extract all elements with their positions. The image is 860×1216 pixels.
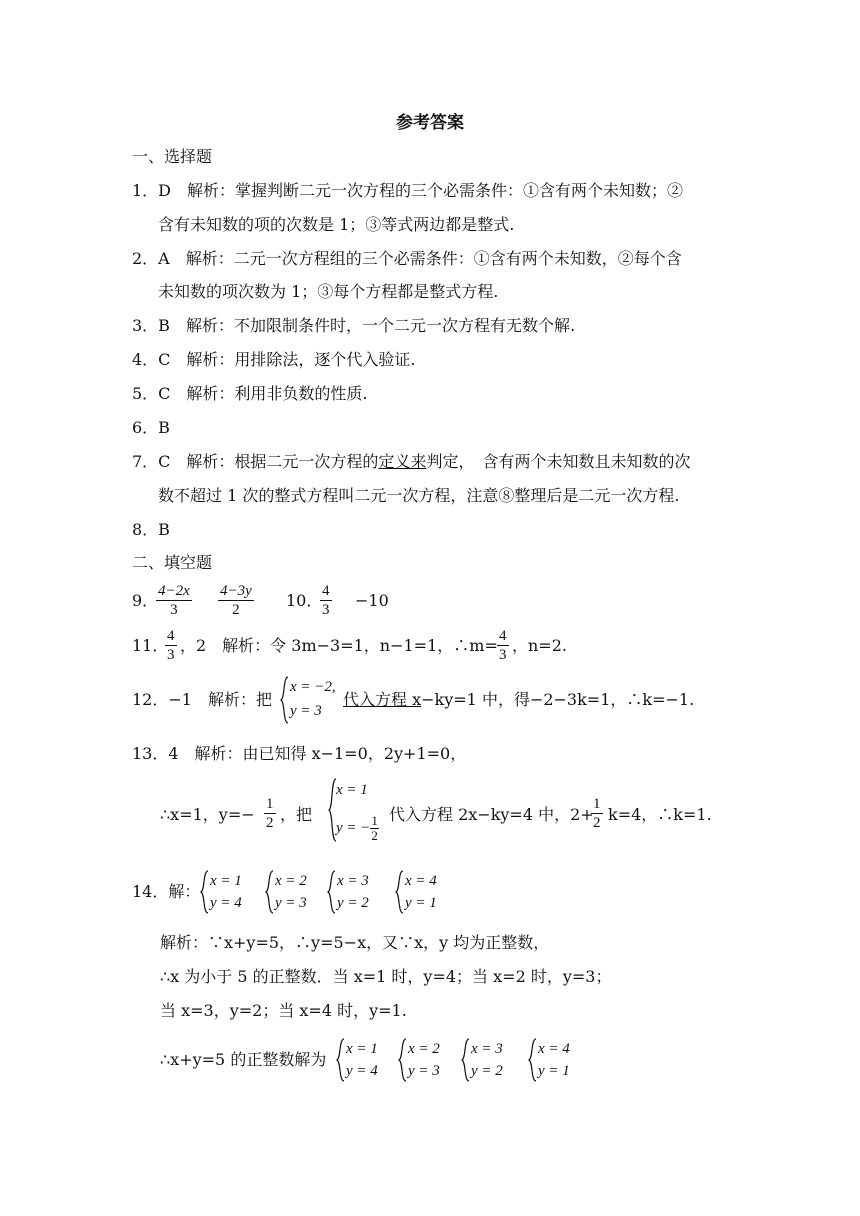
solution-y: y = 4 bbox=[346, 1063, 378, 1079]
system-equation-x: x = −2, bbox=[290, 679, 336, 695]
answer-3: 3．B 解析：不加限制条件时，一个二元一次方程有无数个解. bbox=[132, 316, 576, 335]
answer-7-text-b: 判定， 含有两个未知数且未知数的次 bbox=[426, 452, 691, 471]
system-fraction: $\frac{1}{2}$ bbox=[371, 813, 378, 843]
answer-7-line-2: 数不超过 1 次的整式方程叫二元一次方程，注意⑧整理后是二元一次方程. bbox=[158, 486, 680, 505]
answer-11-fraction-1: $\frac{4}{3}$ bbox=[167, 628, 175, 663]
solution-y: y = 4 bbox=[210, 895, 242, 911]
answer-7-line-1 bbox=[132, 452, 690, 472]
left-brace-icon bbox=[265, 870, 275, 914]
answer-1-line-1: 1．D 解析：掌握判断二元一次方程的三个必需条件：①含有两个未知数；② bbox=[132, 181, 684, 200]
answer-13-text-a: ∴x=1，y=− bbox=[160, 805, 255, 824]
answer-11-tail: ，n=2. bbox=[512, 636, 567, 655]
left-brace-icon bbox=[327, 870, 337, 914]
page-title: 参考答案 bbox=[396, 113, 464, 133]
answer-7-underlined: 定义来 bbox=[378, 452, 427, 471]
solution-x: x = 1 bbox=[210, 873, 242, 889]
system-equation-x: x = 1 bbox=[336, 782, 368, 798]
solution-y: y = 2 bbox=[471, 1063, 503, 1079]
answer-13-text-d: k=4，∴k=1. bbox=[608, 805, 712, 824]
left-brace-icon bbox=[528, 1038, 538, 1082]
solution-system bbox=[395, 870, 451, 914]
answer-12-text bbox=[343, 690, 694, 710]
answer-2-line-1: 2．A 解析：二元一次方程组的三个必需条件：①含有两个未知数，②每个含 bbox=[132, 249, 682, 268]
answer-10-fraction: $\frac{4}{3}$ bbox=[322, 583, 330, 618]
answer-6: 6．B bbox=[132, 418, 170, 437]
answer-14-label: 14．解： bbox=[132, 882, 201, 901]
solution-x: x = 3 bbox=[471, 1041, 503, 1057]
answer-13-line-1: 13．4 解析：由已知得 x−1=0，2y+1=0， bbox=[132, 744, 467, 763]
solution-y: y = 2 bbox=[337, 895, 369, 911]
section-choice-heading: 一、选择题 bbox=[132, 147, 213, 166]
answer-11-text: ，2 解析：令 3m−3=1，n−1=1，∴m= bbox=[180, 636, 498, 655]
answer-12-label: 12．−1 解析：把 bbox=[132, 690, 272, 709]
answer-12-tail: −ky=1 中，得−2−3k=1，∴k=−1. bbox=[421, 690, 695, 709]
solution-x: x = 4 bbox=[538, 1041, 570, 1057]
answer-1-line-2: 含有未知数的项的次数是 1；③等式两边都是整式. bbox=[158, 215, 515, 234]
solution-y: y = 1 bbox=[538, 1063, 570, 1079]
left-brace-icon bbox=[395, 870, 405, 914]
solution-system bbox=[336, 1038, 392, 1082]
answer-14-explain-3: 当 x=3，y=2；当 x=4 时，y=1. bbox=[160, 1001, 407, 1020]
solution-y: y = 3 bbox=[408, 1063, 440, 1079]
answer-9-fraction-2: $\frac{4-3y}{2}$ bbox=[220, 583, 252, 618]
solution-x: x = 1 bbox=[346, 1041, 378, 1057]
solution-system bbox=[398, 1038, 454, 1082]
left-brace-icon bbox=[200, 870, 210, 914]
answer-10-label: 10． bbox=[286, 591, 323, 610]
answer-13-fraction-2: $\frac{1}{2}$ bbox=[593, 796, 601, 831]
answer-8: 8．B bbox=[132, 520, 170, 539]
answer-12-system bbox=[280, 676, 340, 724]
solution-x: x = 2 bbox=[275, 873, 307, 889]
answer-12-underlined: 代入方程 x bbox=[343, 690, 422, 709]
answer-14-explain-2: ∴x 为小于 5 的正整数．当 x=1 时，y=4；当 x=2 时，y=3； bbox=[160, 967, 612, 986]
answer-14-explain-4: ∴x+y=5 的正整数解为 bbox=[160, 1050, 327, 1069]
answer-14-explain-1: 解析：∵x+y=5，∴y=5−x，又∵x，y 均为正整数， bbox=[160, 933, 550, 952]
answer-9-fraction-1: $\frac{4-2x}{3}$ bbox=[158, 583, 190, 618]
left-brace-icon bbox=[280, 676, 290, 724]
left-brace-icon bbox=[336, 1038, 346, 1082]
left-brace-icon bbox=[398, 1038, 408, 1082]
answer-13-text-b: ，把 bbox=[280, 805, 313, 824]
solution-y: y = 3 bbox=[275, 895, 307, 911]
system-equation-y: y = 3 bbox=[290, 703, 322, 719]
solution-x: x = 2 bbox=[408, 1041, 440, 1057]
system-equation-y: y = − $\frac{1}{2}$ bbox=[336, 813, 378, 843]
answer-10-value: −10 bbox=[355, 591, 389, 610]
solution-x: x = 3 bbox=[337, 873, 369, 889]
answer-5: 5．C 解析：利用非负数的性质. bbox=[132, 384, 368, 403]
answer-13-system bbox=[328, 778, 388, 842]
solution-x: x = 4 bbox=[405, 873, 437, 889]
solution-system bbox=[327, 870, 383, 914]
answer-4: 4．C 解析：用排除法，逐个代入验证. bbox=[132, 350, 416, 369]
solution-system bbox=[200, 870, 256, 914]
solution-system bbox=[528, 1038, 584, 1082]
solution-system bbox=[265, 870, 321, 914]
answer-2-line-2: 未知数的项次数为 1；③每个方程都是整式方程. bbox=[158, 282, 499, 301]
solution-system bbox=[461, 1038, 517, 1082]
answer-11-label: 11． bbox=[132, 636, 169, 655]
left-brace-icon bbox=[461, 1038, 471, 1082]
answer-7-text-a: 7．C 解析：根据二元一次方程的 bbox=[132, 452, 379, 471]
answer-9-label: 9． bbox=[132, 591, 159, 610]
section-fill-heading: 二、填空题 bbox=[132, 553, 213, 572]
answer-13-fraction-1: $\frac{1}{2}$ bbox=[266, 796, 274, 831]
answer-13-text-c: 代入方程 2x−ky=4 中，2+ bbox=[389, 805, 594, 824]
answer-11-fraction-2: $\frac{4}{3}$ bbox=[499, 628, 507, 663]
solution-y: y = 1 bbox=[405, 895, 437, 911]
